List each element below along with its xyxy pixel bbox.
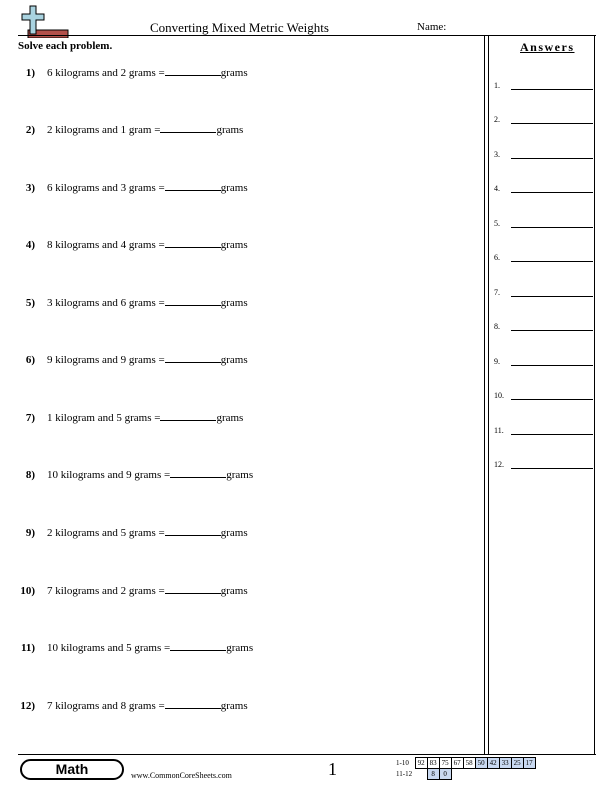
- problem-unit: grams: [220, 585, 248, 597]
- answer-label: 3.: [494, 150, 500, 159]
- math-badge: Math: [20, 759, 124, 780]
- name-label: Name:: [417, 21, 447, 33]
- logo-icon: [18, 4, 70, 38]
- problem-item: [18, 525, 248, 541]
- problem-text: 3 kilograms and 6 grams =: [47, 297, 165, 309]
- problem-item: [18, 698, 248, 714]
- answer-label: 8.: [494, 322, 500, 331]
- problem-item: [18, 122, 243, 138]
- answer-label: 1.: [494, 81, 500, 90]
- problem-unit: grams: [220, 700, 248, 712]
- problem-unit: grams: [216, 124, 244, 136]
- answer-blank[interactable]: [165, 698, 221, 709]
- answer-blank[interactable]: [165, 352, 221, 363]
- problem-number: 11): [20, 642, 35, 654]
- score-row: [394, 758, 535, 769]
- answer-line[interactable]: [511, 468, 593, 469]
- problem-text: 6 kilograms and 2 grams =: [47, 67, 165, 79]
- page-number: 1: [328, 759, 337, 779]
- answer-blank[interactable]: [170, 467, 226, 478]
- answer-blank[interactable]: [160, 122, 216, 133]
- answer-slot: [494, 115, 500, 124]
- score-row-label: 1-10: [396, 758, 409, 767]
- problem-unit: grams: [216, 412, 244, 424]
- problem-item: [18, 295, 248, 311]
- answer-line[interactable]: [511, 158, 593, 159]
- answer-line[interactable]: [511, 330, 593, 331]
- answer-slot: [494, 253, 500, 262]
- column-divider-right: [488, 36, 489, 754]
- answer-blank[interactable]: [165, 237, 221, 248]
- problem-unit: grams: [220, 239, 248, 251]
- score-cell: 92: [415, 758, 427, 769]
- answer-blank[interactable]: [165, 65, 221, 76]
- problem-unit: grams: [220, 182, 248, 194]
- answer-slot: [494, 426, 504, 435]
- problem-unit: grams: [226, 642, 254, 654]
- problem-number: 5): [25, 297, 35, 309]
- answer-blank[interactable]: [165, 295, 221, 306]
- problem-unit: grams: [220, 297, 248, 309]
- score-cell: 25: [511, 758, 523, 769]
- score-row: [394, 769, 535, 780]
- score-cell: 83: [427, 758, 439, 769]
- score-cell: 42: [487, 758, 499, 769]
- problem-text: 10 kilograms and 9 grams =: [47, 469, 171, 481]
- answer-label: 11.: [494, 426, 504, 435]
- problem-text: 6 kilograms and 3 grams =: [47, 182, 165, 194]
- problem-item: [18, 467, 253, 483]
- score-row-label: 11-12: [396, 769, 413, 778]
- answer-slot: [494, 219, 500, 228]
- problem-item: [18, 640, 253, 656]
- answer-blank[interactable]: [165, 525, 221, 536]
- answer-slot: [494, 81, 500, 90]
- score-cell: 58: [463, 758, 475, 769]
- answer-line[interactable]: [511, 399, 593, 400]
- problem-number: 8): [25, 469, 35, 481]
- problem-text: 1 kilogram and 5 grams =: [47, 412, 161, 424]
- answer-line[interactable]: [511, 434, 593, 435]
- problem-unit: grams: [226, 469, 254, 481]
- problem-text: 9 kilograms and 9 grams =: [47, 354, 165, 366]
- answer-label: 5.: [494, 219, 500, 228]
- footer-divider: [18, 754, 596, 755]
- score-cell: 17: [523, 758, 535, 769]
- answer-slot: [494, 460, 504, 469]
- problem-text: 8 kilograms and 4 grams =: [47, 239, 165, 251]
- problem-item: [18, 583, 248, 599]
- answer-column-border: [594, 36, 595, 754]
- answer-line[interactable]: [511, 192, 593, 193]
- problem-text: 10 kilograms and 5 grams =: [47, 642, 171, 654]
- answers-title: Answers: [520, 40, 575, 54]
- problem-item: [18, 352, 248, 368]
- answer-blank[interactable]: [170, 640, 226, 651]
- answer-label: 7.: [494, 288, 500, 297]
- problem-unit: grams: [220, 354, 248, 366]
- problem-number: 2): [25, 124, 35, 136]
- problem-text: 7 kilograms and 2 grams =: [47, 585, 165, 597]
- answer-label: 10.: [494, 391, 504, 400]
- answer-slot: [494, 150, 500, 159]
- problem-text: 2 kilograms and 1 gram =: [47, 124, 161, 136]
- answer-slot: [494, 322, 500, 331]
- problem-unit: grams: [220, 527, 248, 539]
- answer-slot: [494, 357, 500, 366]
- problem-item: [18, 237, 248, 253]
- problem-item: [18, 65, 248, 81]
- problem-unit: grams: [220, 67, 248, 79]
- instructions: Solve each problem.: [18, 40, 113, 52]
- answer-line[interactable]: [511, 365, 593, 366]
- score-cell: 0: [439, 769, 451, 780]
- site-url: www.CommonCoreSheets.com: [131, 771, 232, 780]
- answer-line[interactable]: [511, 261, 593, 262]
- answer-label: 12.: [494, 460, 504, 469]
- score-table: [394, 757, 536, 780]
- answer-line[interactable]: [511, 89, 593, 90]
- answer-blank[interactable]: [160, 410, 216, 421]
- answer-blank[interactable]: [165, 583, 221, 594]
- answer-label: 6.: [494, 253, 500, 262]
- answer-slot: [494, 184, 500, 193]
- problem-number: 9): [25, 527, 35, 539]
- answer-slot: [494, 288, 500, 297]
- problem-number: 12): [20, 700, 35, 712]
- score-cell: 33: [499, 758, 511, 769]
- answer-line[interactable]: [511, 123, 593, 124]
- problem-item: [18, 410, 243, 426]
- problem-number: 4): [25, 239, 35, 251]
- header-divider: [18, 35, 596, 36]
- answer-blank[interactable]: [165, 180, 221, 191]
- answer-label: 4.: [494, 184, 500, 193]
- problem-number: 6): [25, 354, 35, 366]
- score-cell: 67: [451, 758, 463, 769]
- problem-number: 7): [25, 412, 35, 424]
- answer-slot: [494, 391, 504, 400]
- problem-text: 7 kilograms and 8 grams =: [47, 700, 165, 712]
- problem-number: 1): [25, 67, 35, 79]
- score-cell: 50: [475, 758, 487, 769]
- problem-number: 10): [20, 585, 35, 597]
- answer-line[interactable]: [511, 296, 593, 297]
- answer-label: 2.: [494, 115, 500, 124]
- problem-text: 2 kilograms and 5 grams =: [47, 527, 165, 539]
- answer-line[interactable]: [511, 227, 593, 228]
- problem-item: [18, 180, 248, 196]
- column-divider-left: [484, 36, 485, 754]
- page-title: Converting Mixed Metric Weights: [150, 20, 329, 35]
- answer-label: 9.: [494, 357, 500, 366]
- problem-number: 3): [25, 182, 35, 194]
- score-cell: 75: [439, 758, 451, 769]
- score-cell: 8: [427, 769, 439, 780]
